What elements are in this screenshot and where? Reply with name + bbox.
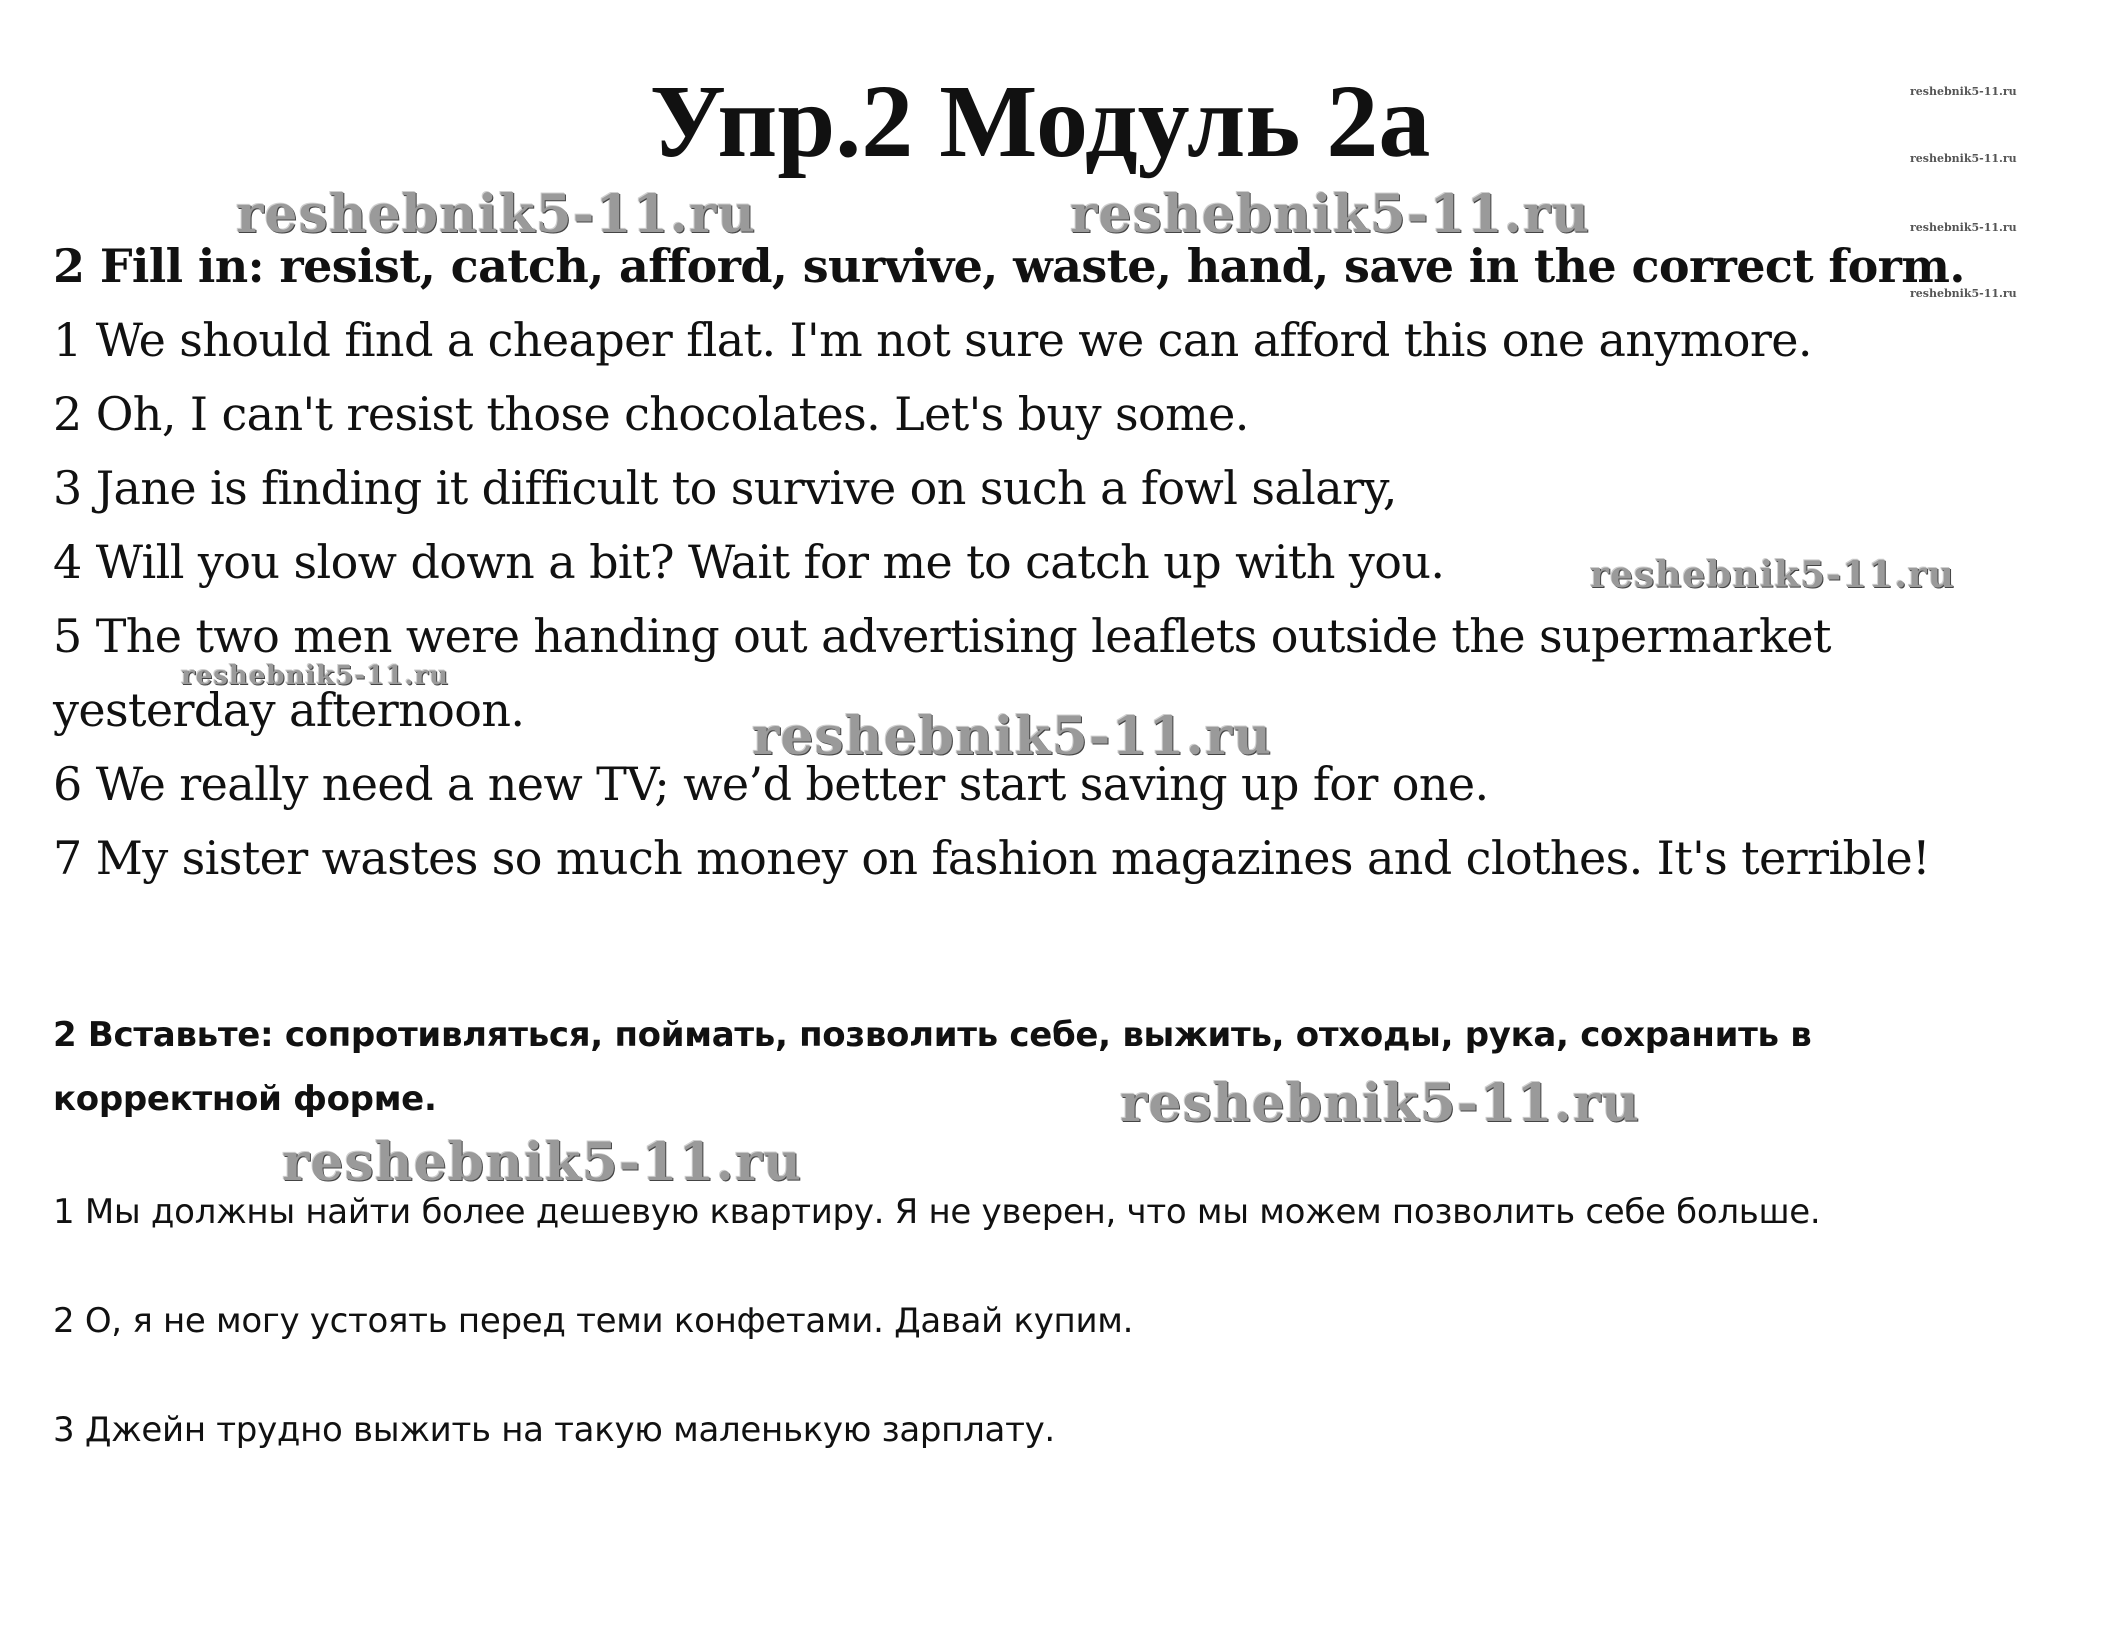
watermark: reshebnik5-11.ru [1910, 287, 2017, 300]
watermark: reshebnik5-11.ru [236, 184, 757, 245]
watermark: reshebnik5-11.ru [181, 661, 450, 691]
english-sentence: 3 Jane is finding it difficult to survive on such a fowl salary, [53, 461, 1397, 515]
english-sentence: 4 Will you slow down a bit? Wait for me to catch up with you. [53, 535, 1445, 589]
page-title: Упр.2 Модуль 2a [649, 64, 1431, 179]
watermark: reshebnik5-11.ru [282, 1132, 803, 1193]
english-sentence: 5 The two men were handing out advertising leaflets outside the supermarket [53, 609, 1831, 663]
watermark: reshebnik5-11.ru [1910, 85, 2017, 98]
russian-exercise-heading: 2 Вставьте: сопротивляться, поймать, позволить себе, выжить, отходы, рука, сохранить в корректной форме. [53, 1015, 1812, 1119]
russian-sentence: 2 О, я не могу устоять перед теми конфетами. Давай купим. [53, 1301, 1134, 1341]
watermark: reshebnik5-11.ru [1910, 221, 2017, 234]
watermark: reshebnik5-11.ru [752, 706, 1273, 767]
english-exercise-heading: 2 Fill in: resist, catch, afford, survive, waste, hand, save in the correct form. [53, 239, 1965, 293]
english-sentence: 7 My sister wastes so much money on fashion magazines and clothes. It's terrible! [53, 831, 1931, 885]
english-sentence-continuation: yesterday afternoon. [53, 683, 525, 737]
watermark: reshebnik5-11.ru [1120, 1073, 1641, 1134]
watermark: reshebnik5-11.ru [1070, 184, 1591, 245]
english-sentence: 6 We really need a new TV; we’d better start saving up for one. [53, 757, 1489, 811]
watermark: reshebnik5-11.ru [1590, 554, 1955, 596]
watermark: reshebnik5-11.ru [1910, 152, 2017, 165]
english-sentence: 1 We should find a cheaper flat. I'm not sure we can afford this one anymore. [53, 313, 1812, 367]
english-sentence: 2 Oh, I can't resist those chocolates. Let's buy some. [53, 387, 1249, 441]
russian-sentence: 1 Мы должны найти более дешевую квартиру. Я не уверен, что мы можем позволить себе больше. [53, 1192, 1821, 1232]
russian-sentence: 3 Джейн трудно выжить на такую маленькую зарплату. [53, 1410, 1055, 1450]
